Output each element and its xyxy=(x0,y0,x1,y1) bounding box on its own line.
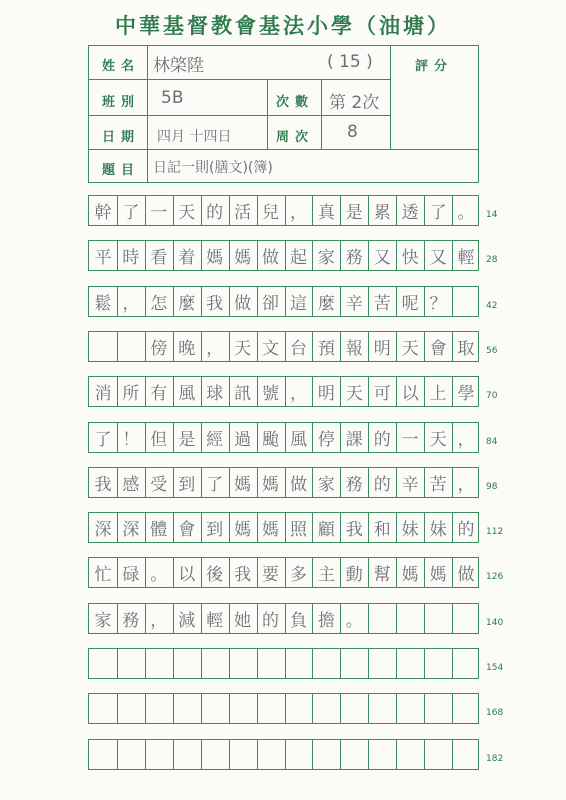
grid-char: 天 xyxy=(178,203,196,223)
grid-char: 兒 xyxy=(262,203,280,223)
grid-char: 受 xyxy=(150,474,168,495)
grid-char: 多 xyxy=(289,565,307,586)
grid-char: 又 xyxy=(429,248,447,269)
grid-char: 到 xyxy=(206,520,224,541)
grid-char: 這 xyxy=(289,293,307,314)
row-char-count: 56 xyxy=(486,345,498,356)
grid-char: ， xyxy=(289,384,307,405)
grid-char: 天 xyxy=(401,338,419,359)
grid-char: 會 xyxy=(429,338,447,359)
student-number: ( 15 ) xyxy=(327,52,373,72)
score-label: 評分 xyxy=(415,59,454,74)
grid-char xyxy=(117,332,145,361)
grid-row xyxy=(88,603,479,634)
grid-char: 輕 xyxy=(457,248,475,269)
grid-char: 苦 xyxy=(429,474,447,495)
grid-char: 媽 xyxy=(234,520,252,541)
row-char-count: 84 xyxy=(486,436,498,447)
grid-char: 做 xyxy=(457,565,475,586)
grid-char: 幹 xyxy=(94,203,112,223)
class-label: 班別 xyxy=(102,95,141,110)
grid-char: 的 xyxy=(373,429,391,450)
grid-char: ， xyxy=(457,429,475,450)
row-char-count: 154 xyxy=(486,663,504,673)
grid-row xyxy=(88,195,479,226)
grid-char: 做 xyxy=(289,474,307,495)
grid-char: 麼 xyxy=(178,293,196,314)
grid-char: 卻 xyxy=(262,293,280,314)
grid-char: 照 xyxy=(289,520,307,541)
grid-char: 台 xyxy=(289,338,307,359)
grid-char: 號 xyxy=(262,384,280,405)
grid-char: 一 xyxy=(401,429,419,450)
grid-char: 我 xyxy=(234,565,252,586)
grid-char: 了 xyxy=(206,474,224,495)
grid-char: 她 xyxy=(234,610,252,631)
grid-char: 做 xyxy=(262,248,280,269)
grid-char: ， xyxy=(206,338,224,359)
row-char-count: 14 xyxy=(486,210,498,220)
grid-char: 體 xyxy=(150,520,168,541)
grid-char: 到 xyxy=(178,474,196,495)
grid-char: 務 xyxy=(345,474,363,495)
grid-char: ！ xyxy=(122,429,140,450)
grid-char: 但 xyxy=(150,429,168,450)
row-char-count: 98 xyxy=(486,481,498,492)
grid-row xyxy=(88,467,479,498)
grid-char: 媽 xyxy=(401,565,419,586)
grid-char: 了 xyxy=(94,429,112,450)
week-label: 周次 xyxy=(276,130,315,145)
grid-char: 預 xyxy=(317,338,335,359)
count-label: 次數 xyxy=(276,95,315,110)
grid-char: 媽 xyxy=(206,248,224,269)
grid-char: 起 xyxy=(289,248,307,269)
grid-char: 風 xyxy=(289,429,307,450)
grid-char: 課 xyxy=(345,429,363,450)
grid-char: 時 xyxy=(122,248,140,269)
grid-char: 主 xyxy=(317,565,335,586)
grid-char: 和 xyxy=(373,520,391,541)
grid-char xyxy=(89,332,117,361)
grid-char: 媽 xyxy=(429,565,447,586)
grid-char: 家 xyxy=(94,610,112,631)
grid-char: 。 xyxy=(457,203,475,223)
grid-char: 過 xyxy=(234,429,252,450)
grid-row xyxy=(88,557,479,588)
grid-char: 幫 xyxy=(373,565,391,586)
grid-char: 減 xyxy=(178,610,196,631)
grid-char: 。 xyxy=(150,565,168,586)
grid-char: 深 xyxy=(94,520,112,541)
grid-char: 家 xyxy=(317,248,335,269)
grid-char: 累 xyxy=(373,203,391,223)
name-label: 姓名 xyxy=(102,59,141,74)
grid-char: 麼 xyxy=(317,293,335,314)
grid-char: 妹 xyxy=(401,520,419,541)
grid-char: 以 xyxy=(178,565,196,586)
grid-char: 看 xyxy=(150,248,168,269)
grid-char: 妹 xyxy=(429,520,447,541)
grid-char: 鬆 xyxy=(94,293,112,314)
row-char-count: 126 xyxy=(486,572,504,583)
grid-char: 辛 xyxy=(401,474,419,495)
grid-char: 動 xyxy=(345,565,363,586)
grid-row xyxy=(88,422,479,453)
grid-char: 了 xyxy=(429,203,447,223)
grid-char: 訊 xyxy=(234,384,252,405)
row-char-count: 70 xyxy=(486,391,498,402)
grid-char: 以 xyxy=(401,384,419,405)
grid-row xyxy=(88,739,479,770)
row-char-count: 42 xyxy=(486,300,498,311)
grid-char: 又 xyxy=(373,248,391,269)
class-value: 5B xyxy=(161,88,184,108)
row-char-count: 28 xyxy=(486,255,498,266)
grid-char: 颱 xyxy=(262,429,280,450)
grid-char: 務 xyxy=(122,610,140,631)
grid-char: 的 xyxy=(262,610,280,631)
grid-char: 媽 xyxy=(262,474,280,495)
grid-char: 後 xyxy=(206,565,224,586)
grid-char: 有 xyxy=(150,384,168,405)
row-char-count: 112 xyxy=(486,527,504,538)
grid-char: 負 xyxy=(289,610,307,631)
grid-char: 我 xyxy=(345,520,363,541)
grid-row xyxy=(88,648,479,679)
grid-row xyxy=(88,286,479,317)
grid-char: 辛 xyxy=(345,293,363,314)
grid-char: 活 xyxy=(234,203,252,223)
grid-char: ， xyxy=(122,293,140,314)
grid-char: 擔 xyxy=(317,610,335,631)
grid-char: ？ xyxy=(429,293,447,314)
grid-char: 顧 xyxy=(317,520,335,541)
grid-char: 上 xyxy=(429,384,447,405)
grid-char: 明 xyxy=(373,338,391,359)
grid-char: 深 xyxy=(122,520,140,541)
grid-char: 呢 xyxy=(401,293,419,314)
week-value: 8 xyxy=(347,122,358,142)
grid-char: 經 xyxy=(206,429,224,450)
grid-char: 報 xyxy=(345,338,363,359)
grid-row xyxy=(88,512,479,543)
grid-char: 怎 xyxy=(150,293,168,314)
grid-char: 媽 xyxy=(262,520,280,541)
grid-char: 。 xyxy=(345,610,363,631)
grid-char: 風 xyxy=(178,384,196,405)
grid-char: 我 xyxy=(94,474,112,495)
topic-label: 題目 xyxy=(102,163,141,178)
grid-char: 忙 xyxy=(94,565,112,586)
grid-char: 可 xyxy=(373,384,391,405)
grid-char: 媽 xyxy=(234,248,252,269)
grid-char: 取 xyxy=(457,338,475,359)
grid-char: 真 xyxy=(317,203,335,223)
grid-char: 平 xyxy=(94,248,112,269)
grid-char: 的 xyxy=(206,203,224,223)
grid-char: 務 xyxy=(345,248,363,269)
row-char-count: 168 xyxy=(486,708,504,719)
name-value: 林棨陞 xyxy=(153,56,204,76)
school-title: 中華基督教會基法小學（油塘） xyxy=(115,13,451,38)
grid-char: 停 xyxy=(317,429,335,450)
grid-char: 文 xyxy=(262,338,280,359)
grid-char: 晚 xyxy=(178,338,196,359)
grid-char: 一 xyxy=(150,203,168,223)
grid-char: 是 xyxy=(345,203,363,223)
grid-char: 球 xyxy=(206,384,224,405)
grid-char: 天 xyxy=(345,384,363,405)
grid-char: 天 xyxy=(234,338,252,359)
grid-char: 家 xyxy=(317,474,335,495)
grid-char: 輕 xyxy=(206,610,224,631)
row-char-count: 140 xyxy=(486,617,504,628)
grid-char: ， xyxy=(457,474,475,495)
grid-char: 碌 xyxy=(122,565,140,586)
count-value: 第 2次 xyxy=(329,93,380,113)
grid-char: 媽 xyxy=(234,474,252,495)
grid-char: 了 xyxy=(122,203,140,223)
grid-char: ， xyxy=(289,203,307,223)
grid-char: 着 xyxy=(178,248,196,269)
grid-char: 會 xyxy=(178,520,196,541)
date-label: 日期 xyxy=(102,130,141,145)
grid-char: ， xyxy=(150,610,168,631)
grid-row xyxy=(88,693,479,724)
grid-char: 傍 xyxy=(150,338,168,359)
grid-char: 明 xyxy=(317,384,335,405)
grid-char: 是 xyxy=(178,429,196,450)
grid-char: 天 xyxy=(429,429,447,450)
grid-row xyxy=(88,376,479,407)
date-value: 四月 十四日 xyxy=(157,129,232,145)
grid-char: 所 xyxy=(122,384,140,405)
grid-char: 的 xyxy=(457,520,475,541)
grid-char: 苦 xyxy=(373,293,391,314)
info-table xyxy=(88,45,479,183)
grid-char: 透 xyxy=(401,203,419,223)
grid-char: 我 xyxy=(206,293,224,314)
grid-char: 感 xyxy=(122,474,140,495)
grid-char: 要 xyxy=(262,565,280,586)
grid-char: 做 xyxy=(234,293,252,314)
grid-row xyxy=(88,240,479,271)
grid-char: 學 xyxy=(457,384,475,405)
grid-char: 的 xyxy=(373,474,391,495)
grid-row xyxy=(88,331,479,362)
topic-value: 日記一則(膳文)(簿) xyxy=(153,160,273,176)
row-char-count: 182 xyxy=(486,753,504,764)
grid-char: 快 xyxy=(401,248,419,269)
grid-char: 消 xyxy=(94,384,112,405)
